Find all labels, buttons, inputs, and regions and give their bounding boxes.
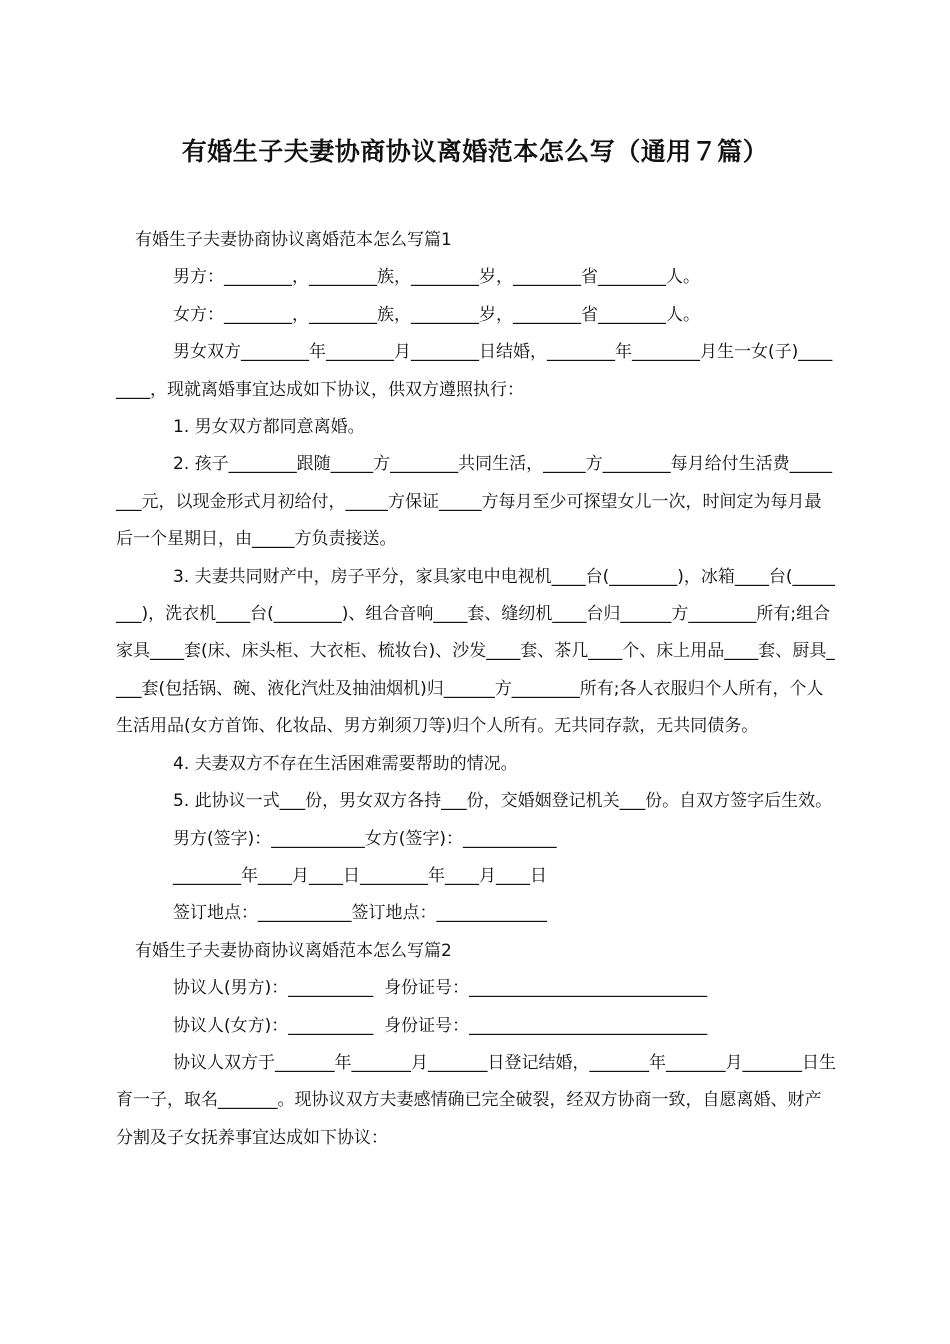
clause-2: 2. 孩子________跟随_____方________共同生活，_____方________每月给付生活费________元，以现金形式月初给付，_____方保证_____方每月至少可探望女儿一次，时间定为每月最后一个星期日，由_____方负责接送。 bbox=[116, 454, 833, 550]
party-male-line: 协议人(男方)：__________ 身份证号：____________________________ bbox=[173, 978, 708, 999]
clause-1: 1. 男女双方都同意离婚。 bbox=[173, 417, 365, 438]
clause-4: 4. 夫妻双方不存在生活困难需要帮助的情况。 bbox=[173, 753, 518, 774]
agreement-intro-paragraph: 协议人双方于_______年_______月_______日登记结婚，_______年_______月_______日生育一子，取名_______。现协议双方夫妻感情确已完全破裂，经双方协商一致，自愿离婚、财产分割及子女抚养事宜达成如下协议： bbox=[116, 1052, 836, 1148]
signature-line: 男方(签字)：___________女方(签字)：___________ bbox=[173, 828, 557, 849]
marriage-info-paragraph: 男女双方________年________月________日结婚，________年________月生一女(子)________，现就离婚事宜达成如下协议，供双方遵照执行： bbox=[116, 342, 833, 400]
party-female-line: 协议人(女方)：__________ 身份证号：____________________________ bbox=[173, 1015, 708, 1036]
section-heading-2: 有婚生子夫妻协商协议离婚范本怎么写篇2 bbox=[135, 940, 452, 961]
husband-info-line: 男方：________，________族，________岁，________省________人。 bbox=[173, 267, 700, 288]
date-line: ________年____月____日________年____月____日 bbox=[173, 865, 547, 886]
document-body bbox=[116, 222, 838, 1157]
clause-5: 5. 此协议一式___份，男女双方各持___份，交婚姻登记机关___份。自双方签字后生效。 bbox=[173, 791, 833, 812]
wife-info-line: 女方：________，________族，________岁，________省________人。 bbox=[173, 304, 700, 325]
clause-3: 3. 夫妻共同财产中，房子平分，家具家电中电视机____台(________)，冰箱____台(________)，洗衣机____台(________)、组合音响____套、缝纫机____台归______方________所有;组合家具____套(床、床头柜、大衣柜、梳妆台)、沙发____套、茶几____个、床上用品____套、厨具____套(包括锅、碗、液化汽灶及抽油烟机)归______方________所有;各人衣服归个人所有，个人生活用品(女方首饰、化妆品、男方剃须刀等)归个人所有。无共同存款，无共同债务。 bbox=[116, 566, 836, 737]
section-heading-1: 有婚生子夫妻协商协议离婚范本怎么写篇1 bbox=[135, 230, 452, 250]
document-title: 有婚生子夫妻协商协议离婚范本怎么写（通用７篇） bbox=[181, 137, 769, 166]
location-line: 签订地点：___________签订地点：_____________ bbox=[173, 903, 547, 924]
